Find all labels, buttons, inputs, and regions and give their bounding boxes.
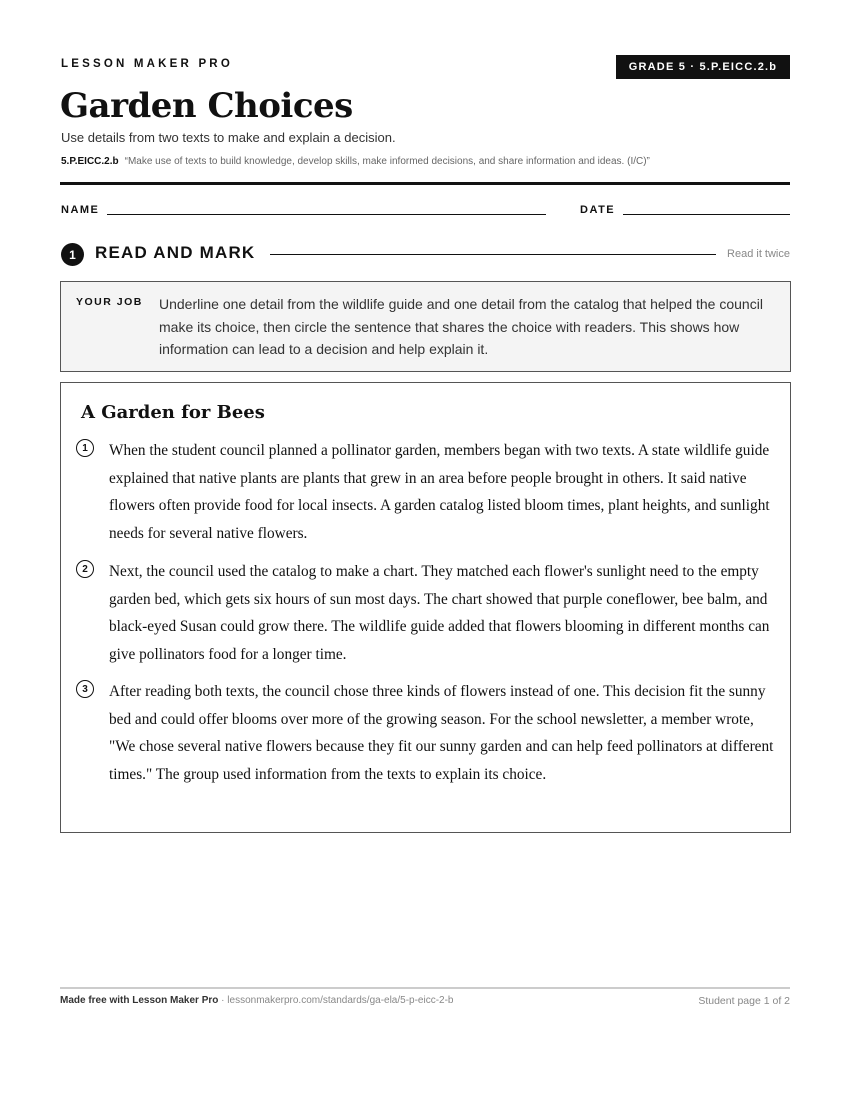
paragraph-number: 1: [76, 439, 94, 457]
grade-badge: GRADE 5 · 5.P.EICC.2.b: [616, 55, 790, 79]
footer-divider: [60, 987, 790, 989]
section-rule: [270, 254, 716, 255]
page-title: Garden Choices: [60, 86, 353, 126]
job-box: [60, 281, 791, 372]
paragraph-text: Next, the council used the catalog to make a chart. They matched each flower's sunlight need to the empty garden bed, which gets six hours of sun most days. The chart showed that purple coneflower, bee balm, and black-eyed Susan could grow there. The wildlife guide added that flowers blooming in different months can give pollinators food for a longer time.: [109, 563, 770, 663]
section-number: 1: [61, 243, 84, 266]
standard-line: [61, 156, 650, 167]
passage-title: A Garden for Bees: [81, 402, 265, 423]
job-label: YOUR JOB: [76, 296, 143, 308]
footer-credit: [60, 995, 454, 1006]
paragraph-number: 2: [76, 560, 94, 578]
paragraph-number: 3: [76, 680, 94, 698]
footer-page-number: Student page 1 of 2: [698, 995, 790, 1007]
standard-text: “Make use of texts to build knowledge, develop skills, make informed decisions, and share information and ideas. (I/C)”: [124, 156, 650, 167]
footer-url[interactable]: lessonmakerpro.com/standards/ga-ela/5-p-eicc-2-b: [227, 995, 454, 1006]
job-text: Underline one detail from the wildlife guide and one detail from the catalog that helped the council make its choice, then circle the sentence that shares the choice with readers. This shows how information can lead to a decision and help explain it.: [159, 296, 763, 357]
paragraph-text: When the student council planned a pollinator garden, members began with two texts. A state wildlife guide explained that native plants are plants that grew in an area before people brought in others. It said native flowers often provide food for local insects. A garden catalog listed bloom times, plant heights, and sunlight needs for several native flowers.: [109, 442, 770, 542]
header-divider: [60, 182, 790, 185]
passage-box: [60, 382, 791, 833]
name-field[interactable]: [107, 214, 546, 215]
standard-code: 5.P.EICC.2.b: [61, 156, 119, 167]
paragraph-text: After reading both texts, the council chose three kinds of flowers instead of one. This decision fit the sunny bed and could offer blooms over more of the growing season. For the school newsletter, a member wrote, "We chose several native flowers because they fit our sunny garden and can help feed pollinators at different times." The group used information from the texts to explain its choice.: [109, 683, 774, 783]
page-subtitle: Use details from two texts to make and explain a decision.: [61, 130, 396, 145]
name-label: NAME: [61, 204, 100, 216]
section-title: READ AND MARK: [95, 243, 256, 262]
footer-separator: ·: [218, 995, 228, 1006]
section-hint: Read it twice: [727, 248, 790, 260]
date-field[interactable]: [623, 214, 790, 215]
brand-name: LESSON MAKER PRO: [61, 58, 233, 70]
date-label: DATE: [580, 204, 616, 216]
footer-made-with: Made free with Lesson Maker Pro: [60, 995, 219, 1006]
